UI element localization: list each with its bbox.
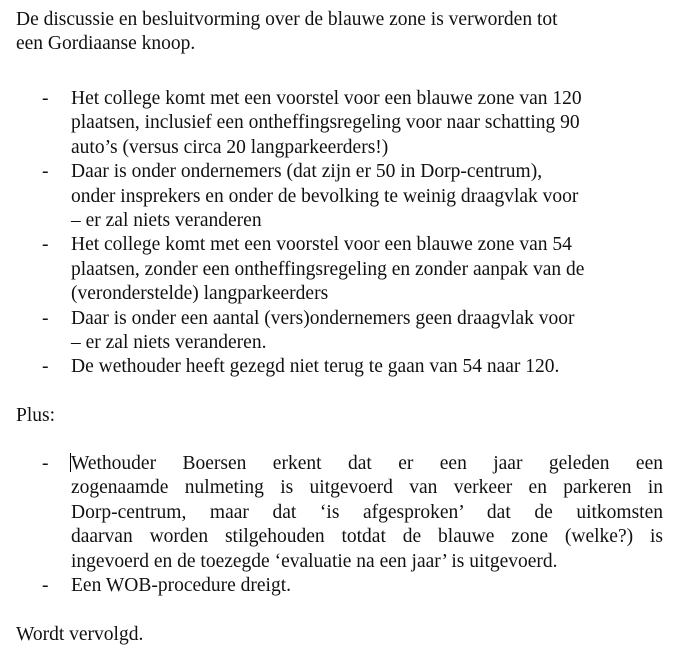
list-item-line: Dorp-centrum, maar dat ‘is afgesproken’ dat de uitkomsten [71,501,663,523]
list-item [0,87,663,160]
list-item-line: – er zal niets veranderen. [71,332,267,354]
intro-line: De discussie en besluitvorming over de blauwe zone is verworden tot [16,9,558,30]
list-item-text: Wethouder Boersen erkent dat er een jaar geleden een [71,453,663,474]
list-item-line: Daar is onder ondernemers (dat zijn er 50 in Dorp-centrum), [71,161,543,183]
bullet-marker: - [42,307,49,329]
bullet-marker: - [42,356,49,378]
list-item [0,452,663,574]
list-item [0,233,663,306]
list-item-line: daarvan worden stilgehouden totdat de blauwe zone (welke?) is [71,526,663,548]
intro-line: een Gordiaanse knoop. [16,33,196,55]
list-item [0,160,663,233]
list-item-line: (veronderstelde) langparkeerders [71,283,329,305]
list-item-line: Daar is onder een aantal (vers)ondernemers geen draagvlak voor [71,307,575,329]
list-item-line: Het college komt met een voorstel voor een blauwe zone van 54 [71,234,572,256]
list-item-line: onder insprekers en onder de bevolking te weinig draagvlak voor [71,185,579,207]
list-item [0,307,663,356]
list-item-line: Het college komt met een voorstel voor een blauwe zone van 120 [71,88,582,109]
proposal-list [0,87,700,380]
list-item [0,355,663,379]
list-item-line: auto’s (versus circa 20 langparkeerders!) [71,136,389,158]
plus-label: Plus: [16,405,56,426]
list-item-line: – er zal niets veranderen [71,210,262,232]
list-item-line: De wethouder heeft gezegd niet terug te gaan van 54 naar 120. [71,356,560,378]
list-item-line [71,452,663,476]
closing-text: Wordt vervolgd. [16,624,144,645]
bullet-marker: - [42,575,49,597]
list-item-line: zogenaamde nulmeting is uitgevoerd van verkeer en parkeren in [71,477,663,499]
list-item-line: plaatsen, inclusief een ontheffingsregeling voor naar schatting 90 [71,112,580,134]
bullet-marker: - [42,88,49,109]
list-item-line: Een WOB-procedure dreigt. [71,575,292,597]
bullet-marker: - [42,234,49,256]
intro-paragraph [16,8,558,57]
list-item-line: ingevoerd en de toezegde ‘evaluatie na een jaar’ is uitgevoerd. [71,550,558,572]
bullet-marker: - [42,161,49,183]
list-item [0,574,663,598]
additional-list [0,452,700,598]
bullet-marker: - [42,453,49,474]
list-item-line: plaatsen, zonder een ontheffingsregeling en zonder aanpak van de [71,258,585,280]
